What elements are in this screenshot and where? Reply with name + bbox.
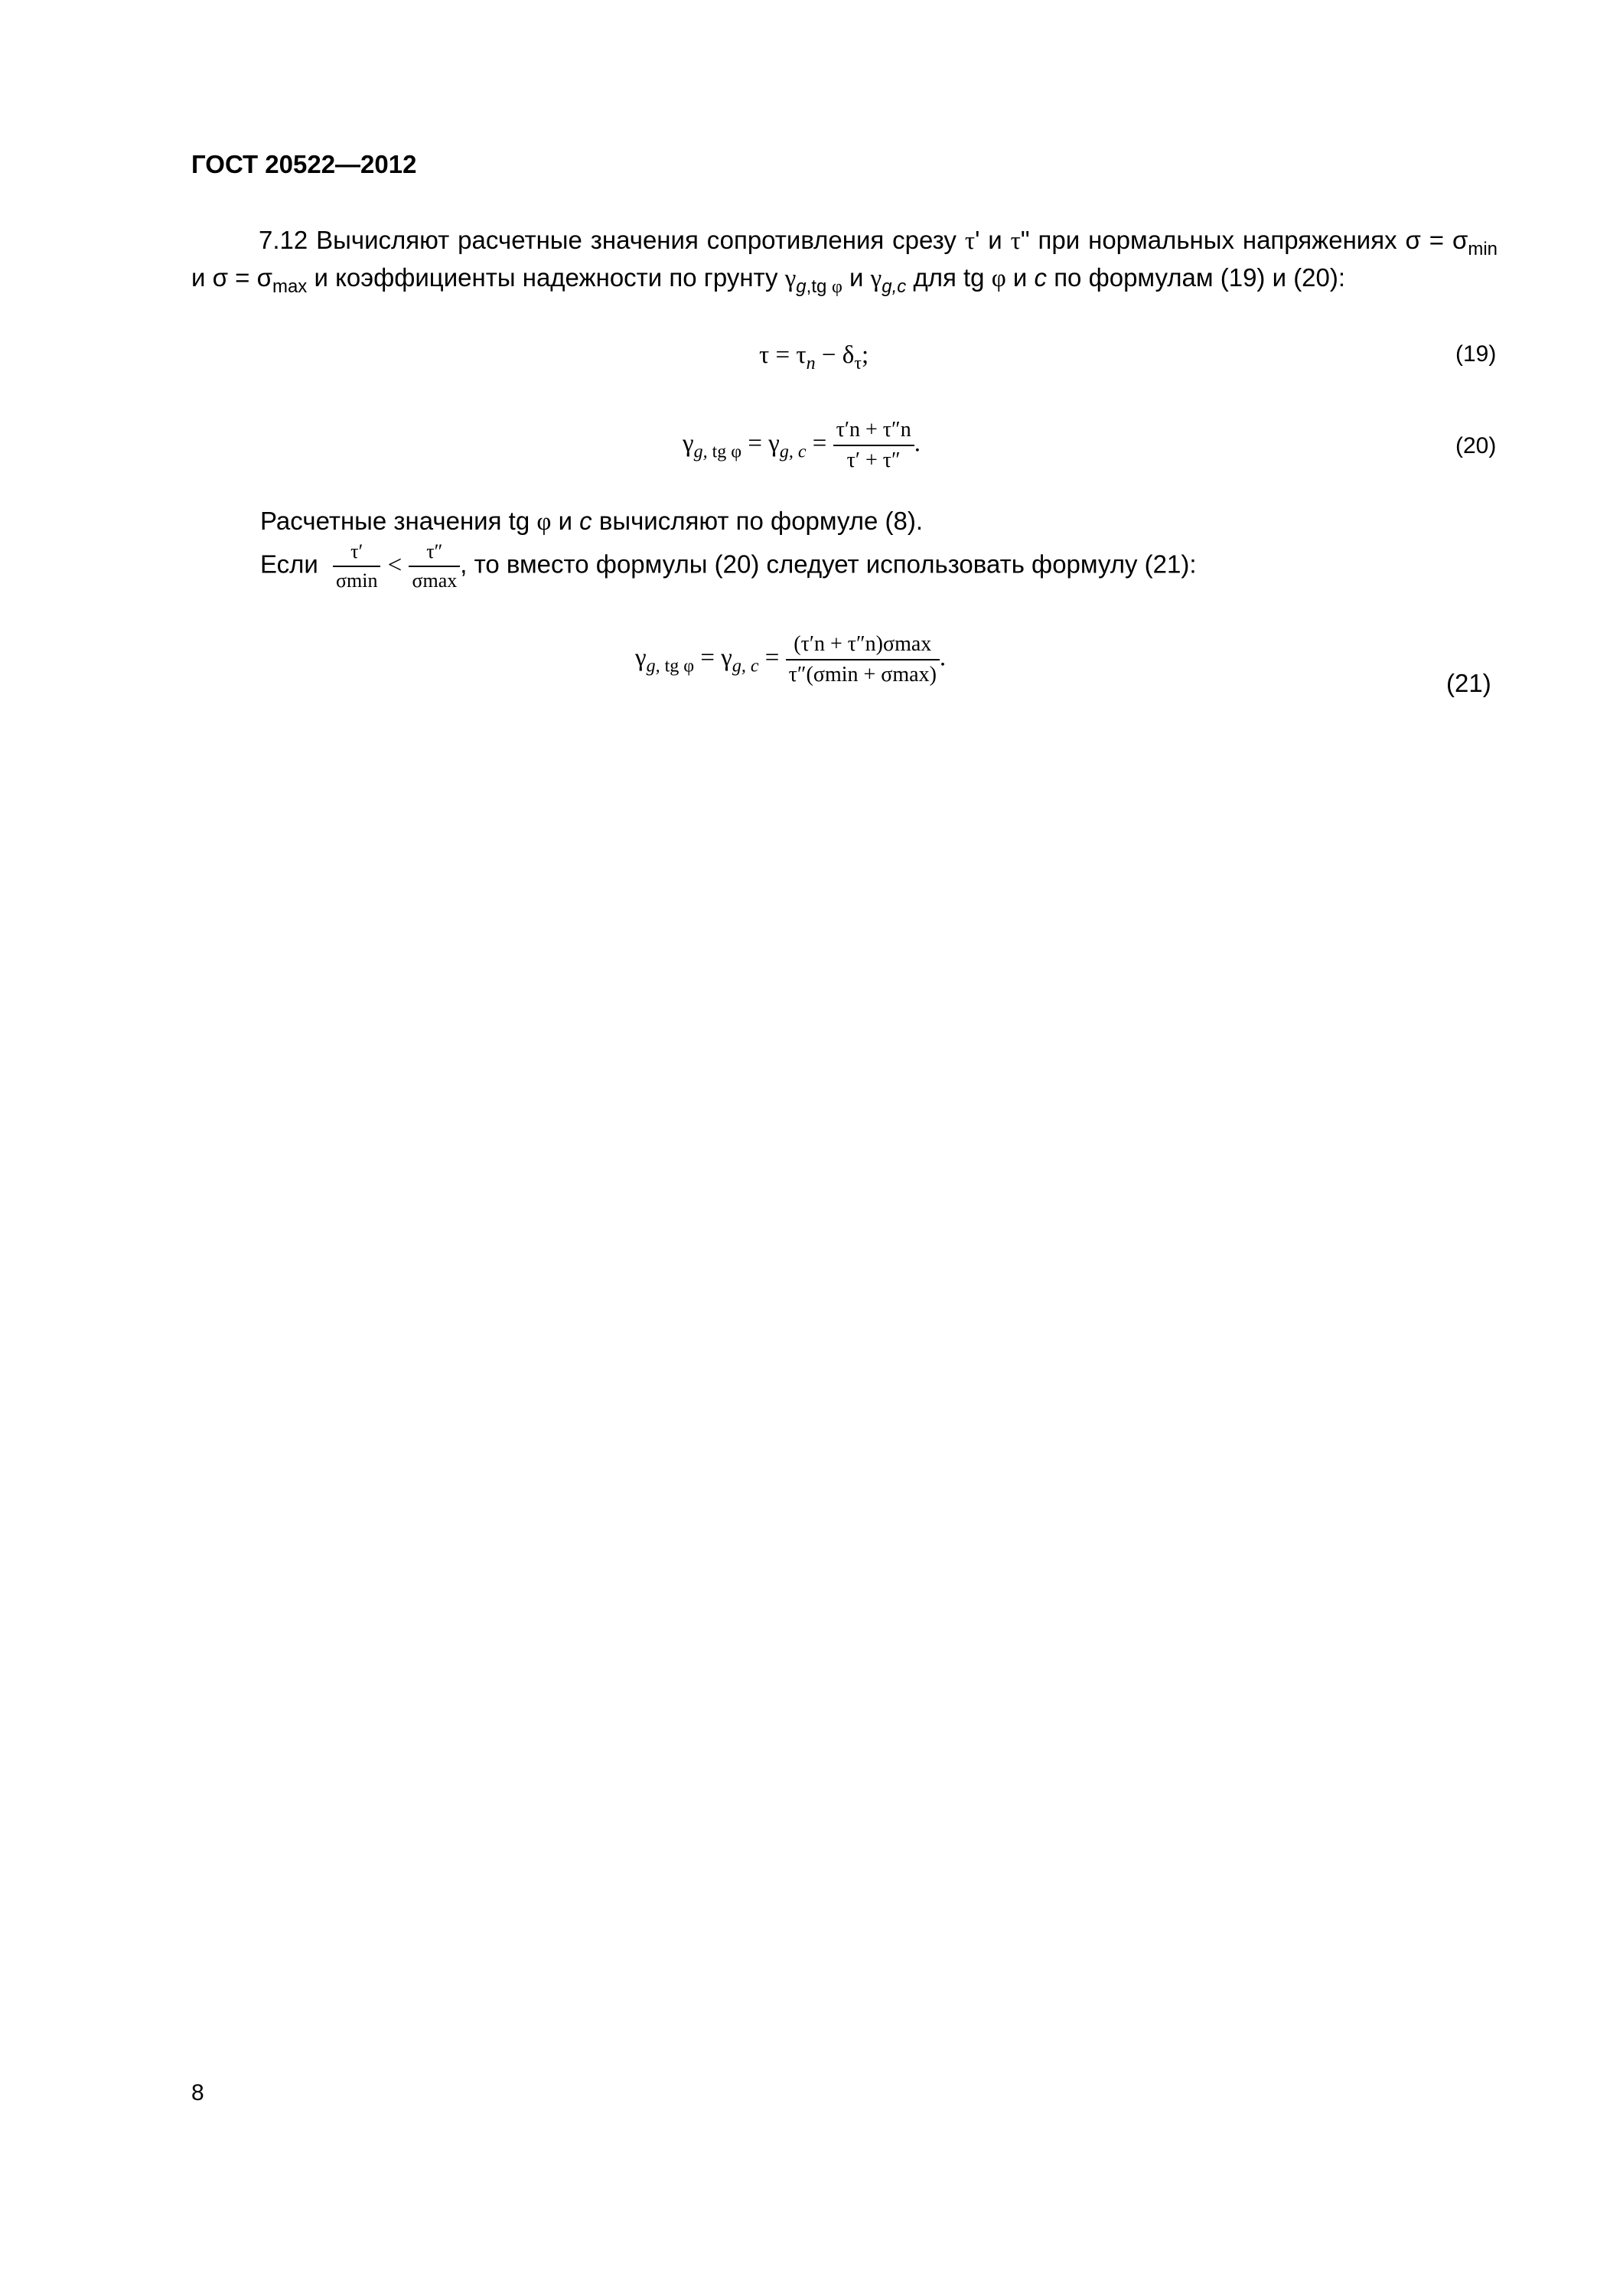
clause-text: c	[1034, 263, 1048, 292]
clause-text: σ = σ	[1405, 226, 1468, 254]
clause-text: и	[849, 263, 864, 292]
subscript: ,tg	[806, 276, 827, 297]
equation-21	[635, 632, 946, 687]
page-number: 8	[191, 2080, 204, 2105]
eq-part: =	[758, 644, 780, 672]
eq-part: ;	[861, 341, 869, 369]
eq-part: .	[914, 429, 921, 458]
clause-text: и	[1012, 263, 1028, 292]
eq-subscript: n	[806, 354, 816, 373]
fraction-denominator: σmax	[412, 569, 458, 592]
subscript: g	[796, 276, 807, 297]
clause-text: для tg	[913, 263, 985, 292]
calc-line	[260, 507, 923, 536]
fraction-numerator: (τ′n + τ″n)σmax	[786, 632, 940, 660]
text: Расчетные значения tg	[260, 507, 530, 535]
equation-number-20: (20)	[1455, 433, 1497, 458]
text: Если	[260, 550, 318, 579]
fraction-numerator: τ′n + τ″n	[833, 418, 914, 446]
text: c	[579, 507, 592, 535]
fraction	[333, 540, 380, 592]
eq-subscript: g,	[646, 656, 660, 677]
clause-text: '	[975, 226, 980, 254]
eq-subscript: τ	[854, 354, 862, 373]
clause-text: и коэффициенты надежности по грунту	[314, 263, 778, 292]
fraction-denominator: τ″(σmin + σmax)	[788, 663, 937, 687]
eq-subscript: g, c	[779, 442, 807, 462]
eq-subscript: g,	[693, 442, 708, 462]
equation-19	[759, 341, 869, 373]
clause-paragraph: 7.12 Вычисляют расчетные значения сопротивления срезу τ' и τ" при нормальных напряжениях $\sigma = \sigma_{min}$ и $\sigma = \sigma_{max}$ и коэффициенты надежности по грунту $\gamma_{g,tg \varphi}$ и $\gamma_{g,c}$ для tg φ и c по формулам (19) и (20):	[191, 226, 1498, 297]
text: <	[387, 551, 402, 579]
equation-number-21: (21)	[1446, 669, 1491, 697]
if-line	[260, 540, 1197, 592]
clause-text: Вычисляют расчетные значения сопротивления срезу	[316, 226, 957, 254]
subscript: max	[272, 276, 308, 297]
fraction-denominator: σmin	[336, 569, 378, 592]
clause-text: и σ = σ	[191, 263, 272, 292]
clause-text: и	[988, 226, 1002, 254]
text: вычисляют по формуле (8).	[598, 507, 924, 535]
document-header: ГОСТ 20522—2012	[191, 150, 417, 178]
eq-part: τ = τ	[759, 341, 807, 369]
eq-subscript: g, c	[732, 656, 759, 677]
clause-text: "	[1020, 226, 1030, 254]
fraction	[786, 632, 940, 687]
text: , то вместо формулы (20) следует использовать формулу (21):	[460, 550, 1197, 579]
eq-subscript: tg φ	[660, 656, 695, 677]
clause-text: при нормальных напряжениях	[1038, 226, 1397, 254]
fraction-numerator: τ″	[409, 540, 460, 567]
eq-subscript: tg φ	[707, 442, 742, 462]
subscript: min	[1468, 239, 1498, 259]
subscript: g,c	[882, 276, 907, 297]
eq-part: = γ	[694, 644, 732, 672]
equation-number-19: (19)	[1455, 341, 1497, 367]
fraction	[833, 418, 914, 473]
eq-part: γ	[683, 429, 694, 458]
clause-text: по формулам (19) и (20):	[1054, 263, 1346, 292]
eq-part: γ	[635, 644, 647, 672]
eq-part: − δ	[815, 341, 855, 369]
text: φ	[536, 508, 552, 536]
eq-part: =	[806, 429, 827, 458]
eq-part: = γ	[741, 429, 780, 458]
text: и	[558, 507, 572, 535]
fraction	[409, 540, 460, 592]
equation-20	[683, 418, 921, 473]
eq-part: .	[939, 644, 947, 672]
fraction-denominator: τ′ + τ″	[846, 448, 901, 472]
clause-number: 7.12	[259, 226, 308, 254]
fraction-numerator: τ′	[333, 540, 380, 567]
